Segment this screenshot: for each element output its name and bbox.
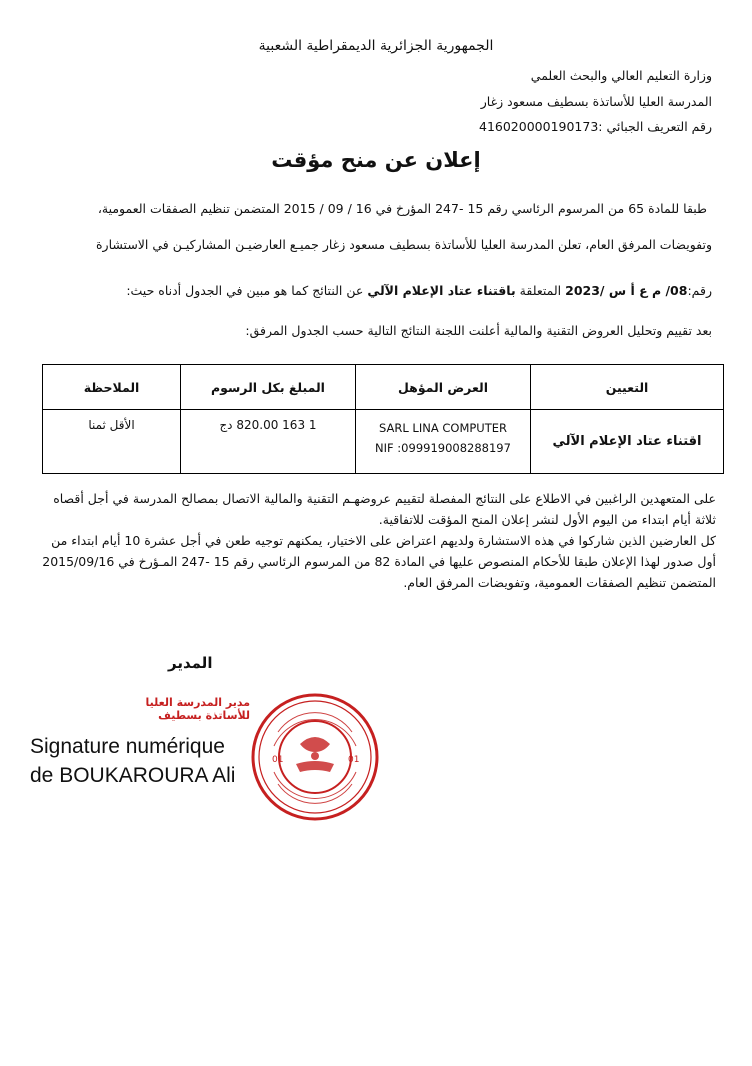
header-amount: المبلغ بكل الرسوم — [181, 365, 356, 410]
cell-note: الأقل ثمنا — [43, 410, 181, 474]
stamp-title: مدير المدرسة العليا للأساتذة بسطيف — [145, 696, 250, 722]
ministry-name: وزارة التعليم العالي والبحث العلمي — [530, 68, 712, 83]
page-title: إعلان عن منح مؤقت — [271, 148, 481, 172]
stamp-number-right: 01 — [348, 755, 360, 765]
body-paragraph-1: على المتعهدين الراغبين في الاطلاع على النتائج المفصلة لتقييم عروضهـم التقنية والمالية الاتصال بمصالح المدرسة في أجل أقصاه ثلاثة أيام ابتداء من اليوم الأول لنشر إعلان المنح المؤقت للاتفاقية. — [53, 491, 716, 527]
intro-paragraph-3 — [40, 280, 712, 302]
digital-signature — [30, 732, 235, 790]
header-offer: العرض المؤهل — [356, 365, 531, 410]
school-name: المدرسة العليا للأساتذة بسطيف مسعود زغار — [480, 94, 712, 109]
cell-designation: اقتناء عتاد الإعلام الآلي — [531, 410, 724, 474]
tax-id-value: 416020000190173 — [479, 119, 599, 134]
header-note: الملاحظة — [43, 365, 181, 410]
body-text — [36, 488, 716, 593]
intro-paragraph-2: وتفويضات المرفق العام، تعلن المدرسة العليا للأساتذة بسطيف مسعود زغار جميـع العارضيـن المشاركيـن في الاستشارة — [96, 237, 712, 252]
intro-tail: عن النتائج كما هو مبين في الجدول أدناه حيث: — [126, 283, 368, 298]
body-paragraph-2: كل العارضين الذين شاركوا في هذه الاستشارة ولديهم اعتراض على الاختيار، يمكنهم توجيه طعن في أجل عشرة 10 أيام ابتداء من أول صدور لهذا الإعلان طبقا للأحكام المنصوص عليها في المادة 82 من المرسوم الرئاسي رقم 15 -247 المـؤرخ في 2015/09/16 المتضمن تنظيم الصفقات العمومية، وتفويضات المرفق العام. — [42, 533, 716, 590]
tax-id-label: رقم التعريف الجبائي : — [598, 119, 712, 134]
intro-connector: المتعلقة — [515, 283, 566, 298]
official-stamp-icon — [250, 692, 380, 822]
table-row — [43, 410, 724, 474]
results-table — [42, 364, 724, 474]
cell-amount: 1 163 820.00 دج — [181, 410, 356, 474]
cell-offer — [356, 410, 531, 474]
intro-paragraph-1: طبقا للمادة 65 من المرسوم الرئاسي رقم 15 -247 المؤرخ في 16 / 09 / 2015 المتضمن تنظيم الصفقات العمومية، — [97, 201, 707, 216]
offer-nif: NIF :099919008288197 — [375, 441, 511, 455]
country-name: الجمهورية الجزائرية الديمقراطية الشعبية — [258, 38, 494, 54]
table-header-row — [43, 365, 724, 410]
director-label: المدير — [168, 654, 213, 672]
header-designation: التعيين — [531, 365, 724, 410]
digital-signature-line-2: de BOUKAROURA Ali — [30, 764, 236, 787]
stamp-number-left: 01 — [272, 755, 284, 765]
consultation-ref: 08/ م ع أ س /2023 — [565, 283, 688, 298]
intro-paragraph-4: بعد تقييم وتحليل العروض التقنية والمالية أعلنت اللجنة النتائج التالية حسب الجدول المرفق: — [245, 323, 712, 338]
offer-company: SARL LINA COMPUTER — [379, 421, 507, 435]
tax-id — [479, 119, 712, 134]
consultation-label: رقم: — [687, 283, 712, 298]
consultation-subject: باقتناء عتاد الإعلام الآلي — [367, 283, 516, 298]
digital-signature-line-1: Signature numérique — [30, 735, 225, 758]
